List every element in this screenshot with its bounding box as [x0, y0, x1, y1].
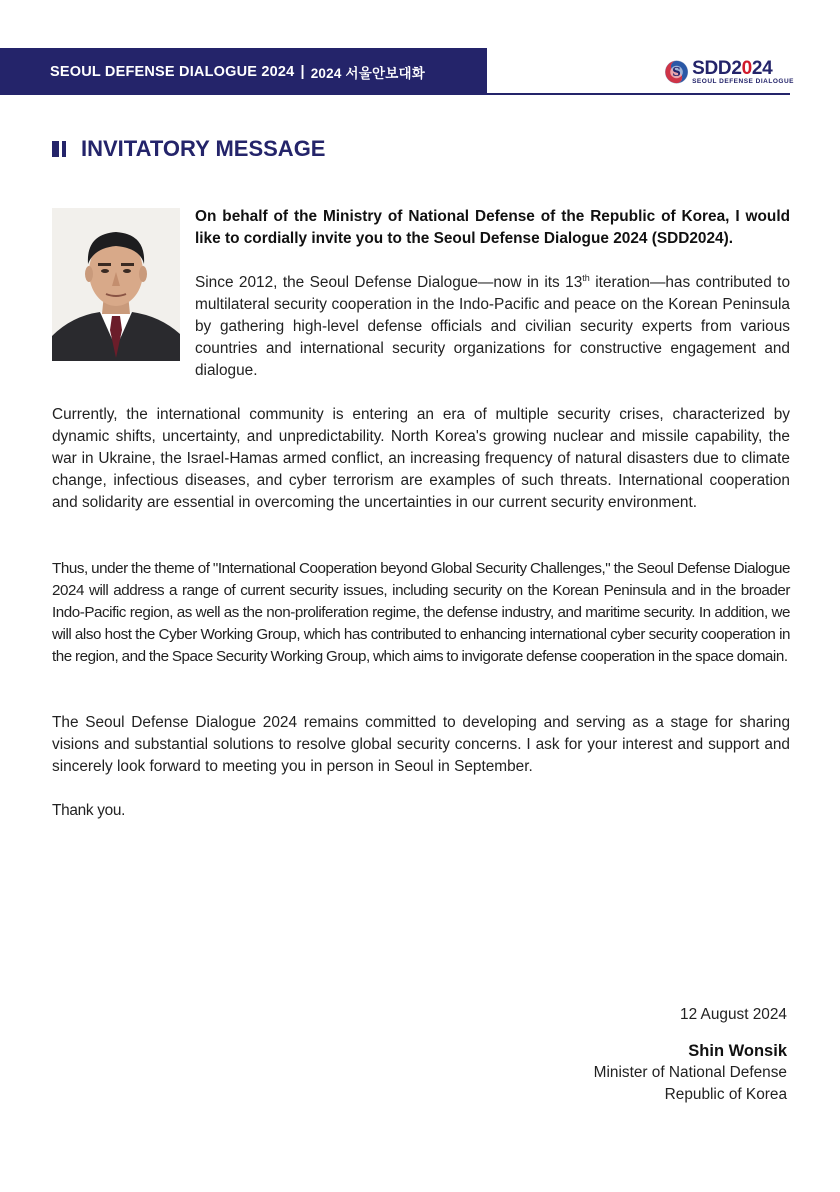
- commitment-paragraph: The Seoul Defense Dialogue 2024 remains committed to developing and serving as a stage for sharing visions and substantial solutions to resolve global security concerns. I ask for your interest and support and sincerely look forward to meeting you in person in Seoul in September.: [52, 714, 790, 775]
- closing-line: Thank you.: [52, 802, 126, 819]
- signatory-name: Shin Wonsik: [688, 1042, 787, 1060]
- series-title: SEOUL DEFENSE DIALOGUE 2024: [50, 63, 295, 80]
- section-title-text: INVITATORY MESSAGE: [81, 136, 326, 161]
- logo-subtitle: SEOUL DEFENSE DIALOGUE: [692, 77, 794, 85]
- section-title: [52, 136, 325, 162]
- history-paragraph: Since 2012, the Seoul Defense Dialogue—now in its 13th iteration—has contributed to multilateral security cooperation in the Indo-Pacific and peace on the Korean Peninsula by gathering high-level defense officials and civilian security experts from various countries and international security organizations for constructive engagement and dialogue.: [195, 272, 791, 379]
- sdd-logo: [664, 54, 794, 90]
- header-separator: |: [300, 63, 305, 80]
- portrait-image: [52, 208, 180, 361]
- security-crises-paragraph: Currently, the international community is entering an era of multiple security crises, characterized by dynamic shifts, uncertainty, and unpredictability. North Korea's growing nuclear and missile capability, the war in Ukraine, the Israel-Hamas armed conflict, an increasing frequency of natural disasters due to climate change, infectious diseases, and cyber terrorism are examples of such threats. International cooperation and solidarity are essential in overcoming the uncertainties in our current security environment.: [52, 406, 790, 511]
- signatory-title: Minister of National Defense: [593, 1064, 787, 1081]
- svg-text:S: S: [672, 65, 681, 80]
- intro-statement: On behalf of the Ministry of National Defense of the Republic of Korea, I would like to cordially invite you to the Seoul Defense Dialogue 2024 (SDD2024).: [195, 208, 790, 247]
- signature-block: [594, 1004, 787, 1106]
- minister-portrait: [52, 208, 180, 361]
- header-rule: [487, 93, 790, 95]
- header-band: [0, 48, 487, 95]
- logo-wordmark: SDD2024: [692, 57, 773, 79]
- sdd-globe-logo-icon: [664, 54, 689, 90]
- title-marker-icon: [52, 141, 66, 157]
- theme-paragraph: Thus, under the theme of "International Cooperation beyond Global Security Challenges," the Seoul Defense Dialogue 2024 will address a range of current security issues, including security on the Korean Peninsula and in the broader Indo-Pacific region, as well as the non-proliferation regime, the defense industry, and maritime security. In addition, we will also host the Cyber Working Group, which has contributed to enhancing international cyber security cooperation in the region, and the Space Security Working Group, which aims to invigorate defense cooperation in the space domain.: [52, 560, 790, 665]
- korean-title: 2024 서울안보대화: [310, 65, 425, 81]
- letter-date: 12 August 2024: [680, 1006, 787, 1023]
- signatory-organization: Republic of Korea: [664, 1086, 787, 1103]
